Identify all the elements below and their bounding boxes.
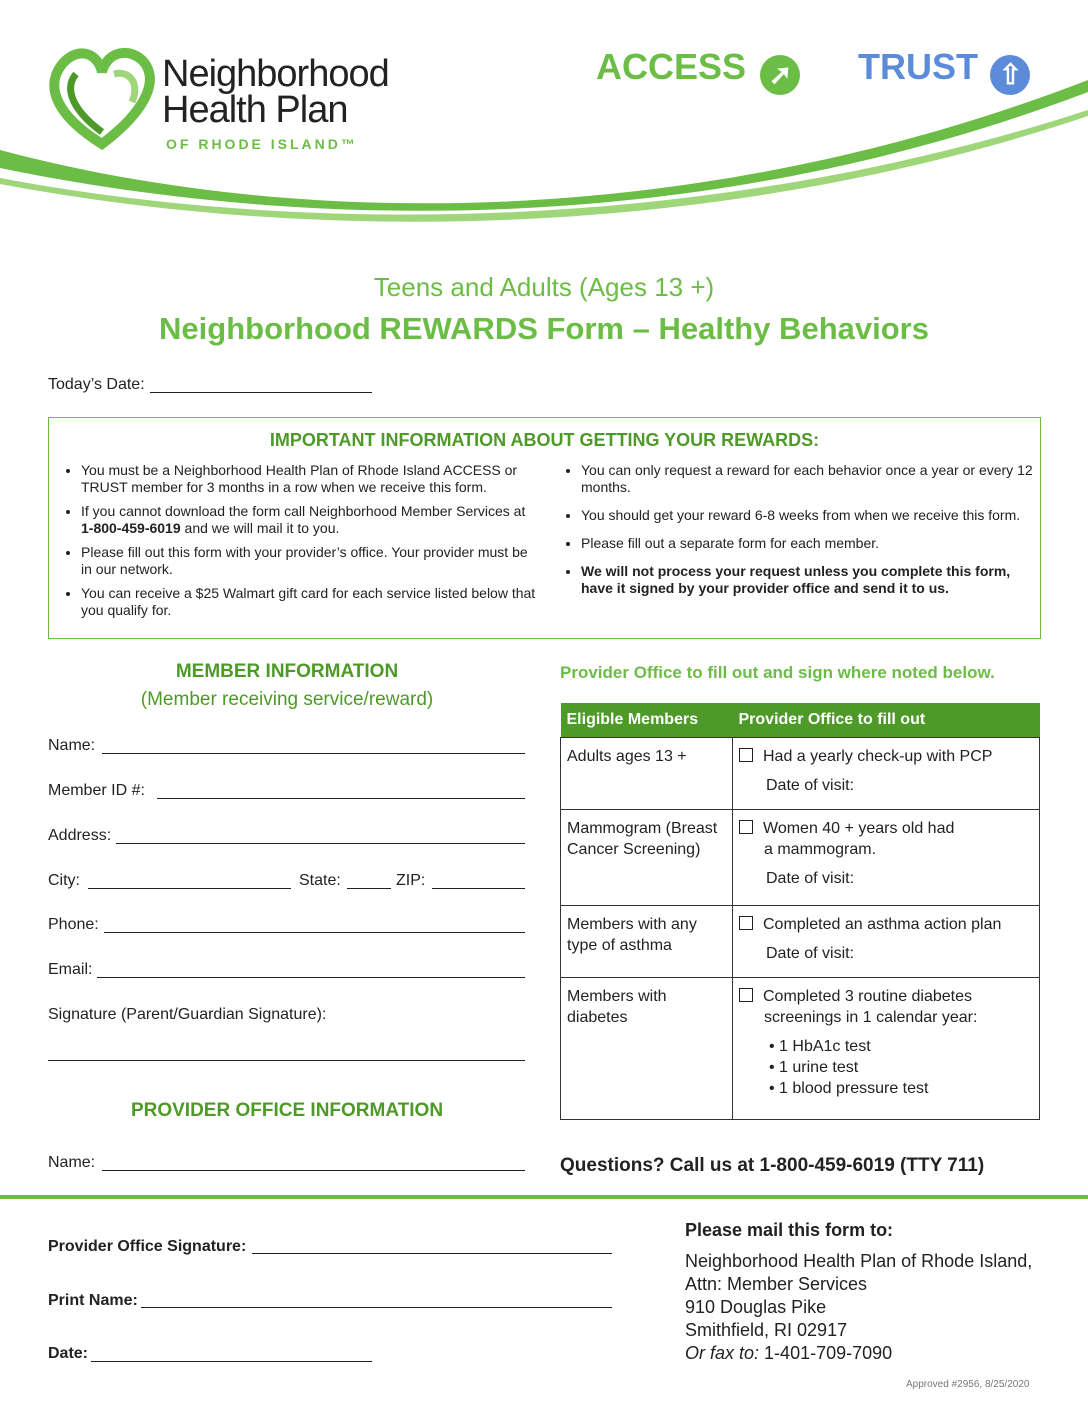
provider-name-field[interactable] (102, 1170, 525, 1171)
col-provider-office: Provider Office to fill out (733, 703, 1040, 738)
form-subtitle: Teens and Adults (Ages 13 +) (373, 272, 715, 302)
task-cell: Had a yearly check-up with PCP Date of visit: (733, 738, 1040, 810)
member-id-label: Member ID #: (48, 782, 145, 799)
access-label: ACCESS (596, 46, 747, 87)
logo-line2: Health Plan (162, 89, 348, 131)
address-line: Neighborhood Health Plan of Rhode Island, (685, 1251, 1033, 1271)
print-name-field[interactable] (141, 1307, 612, 1308)
eligible-cell: Members with diabetes (561, 978, 733, 1120)
member-name-label: Name: (48, 737, 96, 754)
eligible-cell: Members with any type of asthma (561, 906, 733, 978)
checkbox[interactable] (739, 916, 753, 930)
address-line: Smithfield, RI 02917 (685, 1320, 848, 1340)
date-field[interactable] (91, 1361, 372, 1362)
list-item: • Please fill out a separate form for each member. (581, 535, 1035, 552)
table-row (561, 810, 1040, 906)
city-label: City: (48, 872, 80, 889)
state-field[interactable] (347, 888, 391, 889)
member-id-field[interactable] (157, 798, 525, 799)
list-item: • Please fill out this form with your provider’s office. Your provider must be in our network. (81, 544, 539, 578)
access-arrow-icon: ➚ (760, 55, 800, 95)
address-field[interactable] (116, 843, 525, 844)
logo-subtitle: OF RHODE ISLAND™ (166, 136, 358, 152)
task-cell: Completed an asthma action plan Date of visit: (733, 906, 1040, 978)
table-header-row (561, 703, 1040, 738)
state-label: State: (299, 872, 341, 889)
diabetes-item: • 1 urine test (769, 1059, 859, 1076)
list-item: • If you cannot download the form call Neighborhood Member Services at 1-800-459-6019 and we will mail it to you. (81, 503, 539, 537)
approval-note: Approved #2956, 8/25/2020 (906, 1379, 1030, 1390)
phone-label: Phone: (48, 916, 99, 933)
zip-field[interactable] (432, 888, 525, 889)
important-heading: IMPORTANT INFORMATION ABOUT GETTING YOUR REWARDS: (269, 430, 820, 450)
task-cell: Completed 3 routine diabetes screenings in 1 calendar year: • 1 HbA1c test • 1 urine test • 1 blood pressure test (733, 978, 1040, 1120)
trust-arrow-icon: ⇧ (990, 55, 1030, 95)
mail-address (685, 1250, 1032, 1365)
print-name-label: Print Name: (48, 1292, 138, 1309)
todays-date-field[interactable] (150, 392, 372, 393)
email-field[interactable] (97, 977, 525, 978)
todays-date-label: Today’s Date: (48, 376, 145, 393)
date-of-visit-label: Date of visit: (766, 870, 855, 887)
address-label: Address: (48, 827, 112, 844)
address-line: 910 Douglas Pike (685, 1297, 827, 1317)
form-title: Neighborhood REWARDS Form – Healthy Behaviors (159, 311, 929, 346)
diabetes-item: • 1 blood pressure test (769, 1080, 929, 1097)
important-list-left (49, 462, 539, 619)
checkbox[interactable] (739, 820, 753, 834)
questions-phone: Questions? Call us at 1-800-459-6019 (TTY 711) (560, 1155, 985, 1176)
address-line: Attn: Member Services (685, 1274, 868, 1294)
member-info-subheading: (Member receiving service/reward) (140, 689, 434, 710)
provider-signature-label: Provider Office Signature: (48, 1238, 247, 1255)
phone-field[interactable] (104, 932, 525, 933)
provider-info-heading: PROVIDER OFFICE INFORMATION (130, 1100, 444, 1121)
list-item: • We will not process your request unless you complete this form, have it signed by your provider office and send it to us. (581, 563, 1035, 597)
provider-table (560, 703, 1040, 1120)
provider-name-label: Name: (48, 1154, 96, 1171)
city-field[interactable] (88, 888, 291, 889)
eligible-cell: Adults ages 13 + (561, 738, 733, 810)
provider-table-intro: Provider Office to fill out and sign where noted below. (560, 663, 995, 682)
list-item: • You must be a Neighborhood Health Plan of Rhode Island ACCESS or TRUST member for 3 months in a row when we receive this form. (81, 462, 539, 496)
member-info-heading: MEMBER INFORMATION (175, 661, 399, 682)
diabetes-item: • 1 HbA1c test (769, 1038, 871, 1055)
table-row (561, 906, 1040, 978)
signature-label: Signature (Parent/Guardian Signature): (48, 1006, 327, 1023)
list-item: • You can receive a $25 Walmart gift card for each service listed below that you qualify for. (81, 585, 539, 619)
date-label: Date: (48, 1345, 89, 1362)
fax-line: Or fax to: 1-401-709-7090 (685, 1343, 893, 1363)
header-swoosh (0, 80, 1088, 230)
footer-divider (0, 1195, 1088, 1199)
eligible-cell: Mammogram (Breast Cancer Screening) (561, 810, 733, 906)
list-item: • You should get your reward 6-8 weeks from when we receive this form. (581, 507, 1035, 524)
table-row (561, 978, 1040, 1120)
zip-label: ZIP: (396, 872, 426, 889)
date-of-visit-label: Date of visit: (766, 777, 855, 794)
important-list-right (549, 462, 1035, 597)
list-item: • You can only request a reward for each behavior once a year or every 12 months. (581, 462, 1035, 496)
checkbox[interactable] (739, 988, 753, 1002)
member-name-field[interactable] (102, 753, 525, 754)
date-of-visit-label: Date of visit: (766, 945, 855, 962)
checkbox[interactable] (739, 748, 753, 762)
signature-field[interactable] (48, 1060, 525, 1061)
email-label: Email: (48, 961, 93, 978)
important-info-box (48, 417, 1041, 639)
logo-line1: Neighborhood (162, 53, 389, 95)
trust-label: TRUST (858, 46, 978, 87)
provider-signature-field[interactable] (252, 1253, 612, 1254)
table-row (561, 738, 1040, 810)
task-cell: Women 40 + years old had a mammogram. Date of visit: (733, 810, 1040, 906)
mail-heading: Please mail this form to: (685, 1220, 894, 1240)
col-eligible-members: Eligible Members (561, 703, 733, 738)
